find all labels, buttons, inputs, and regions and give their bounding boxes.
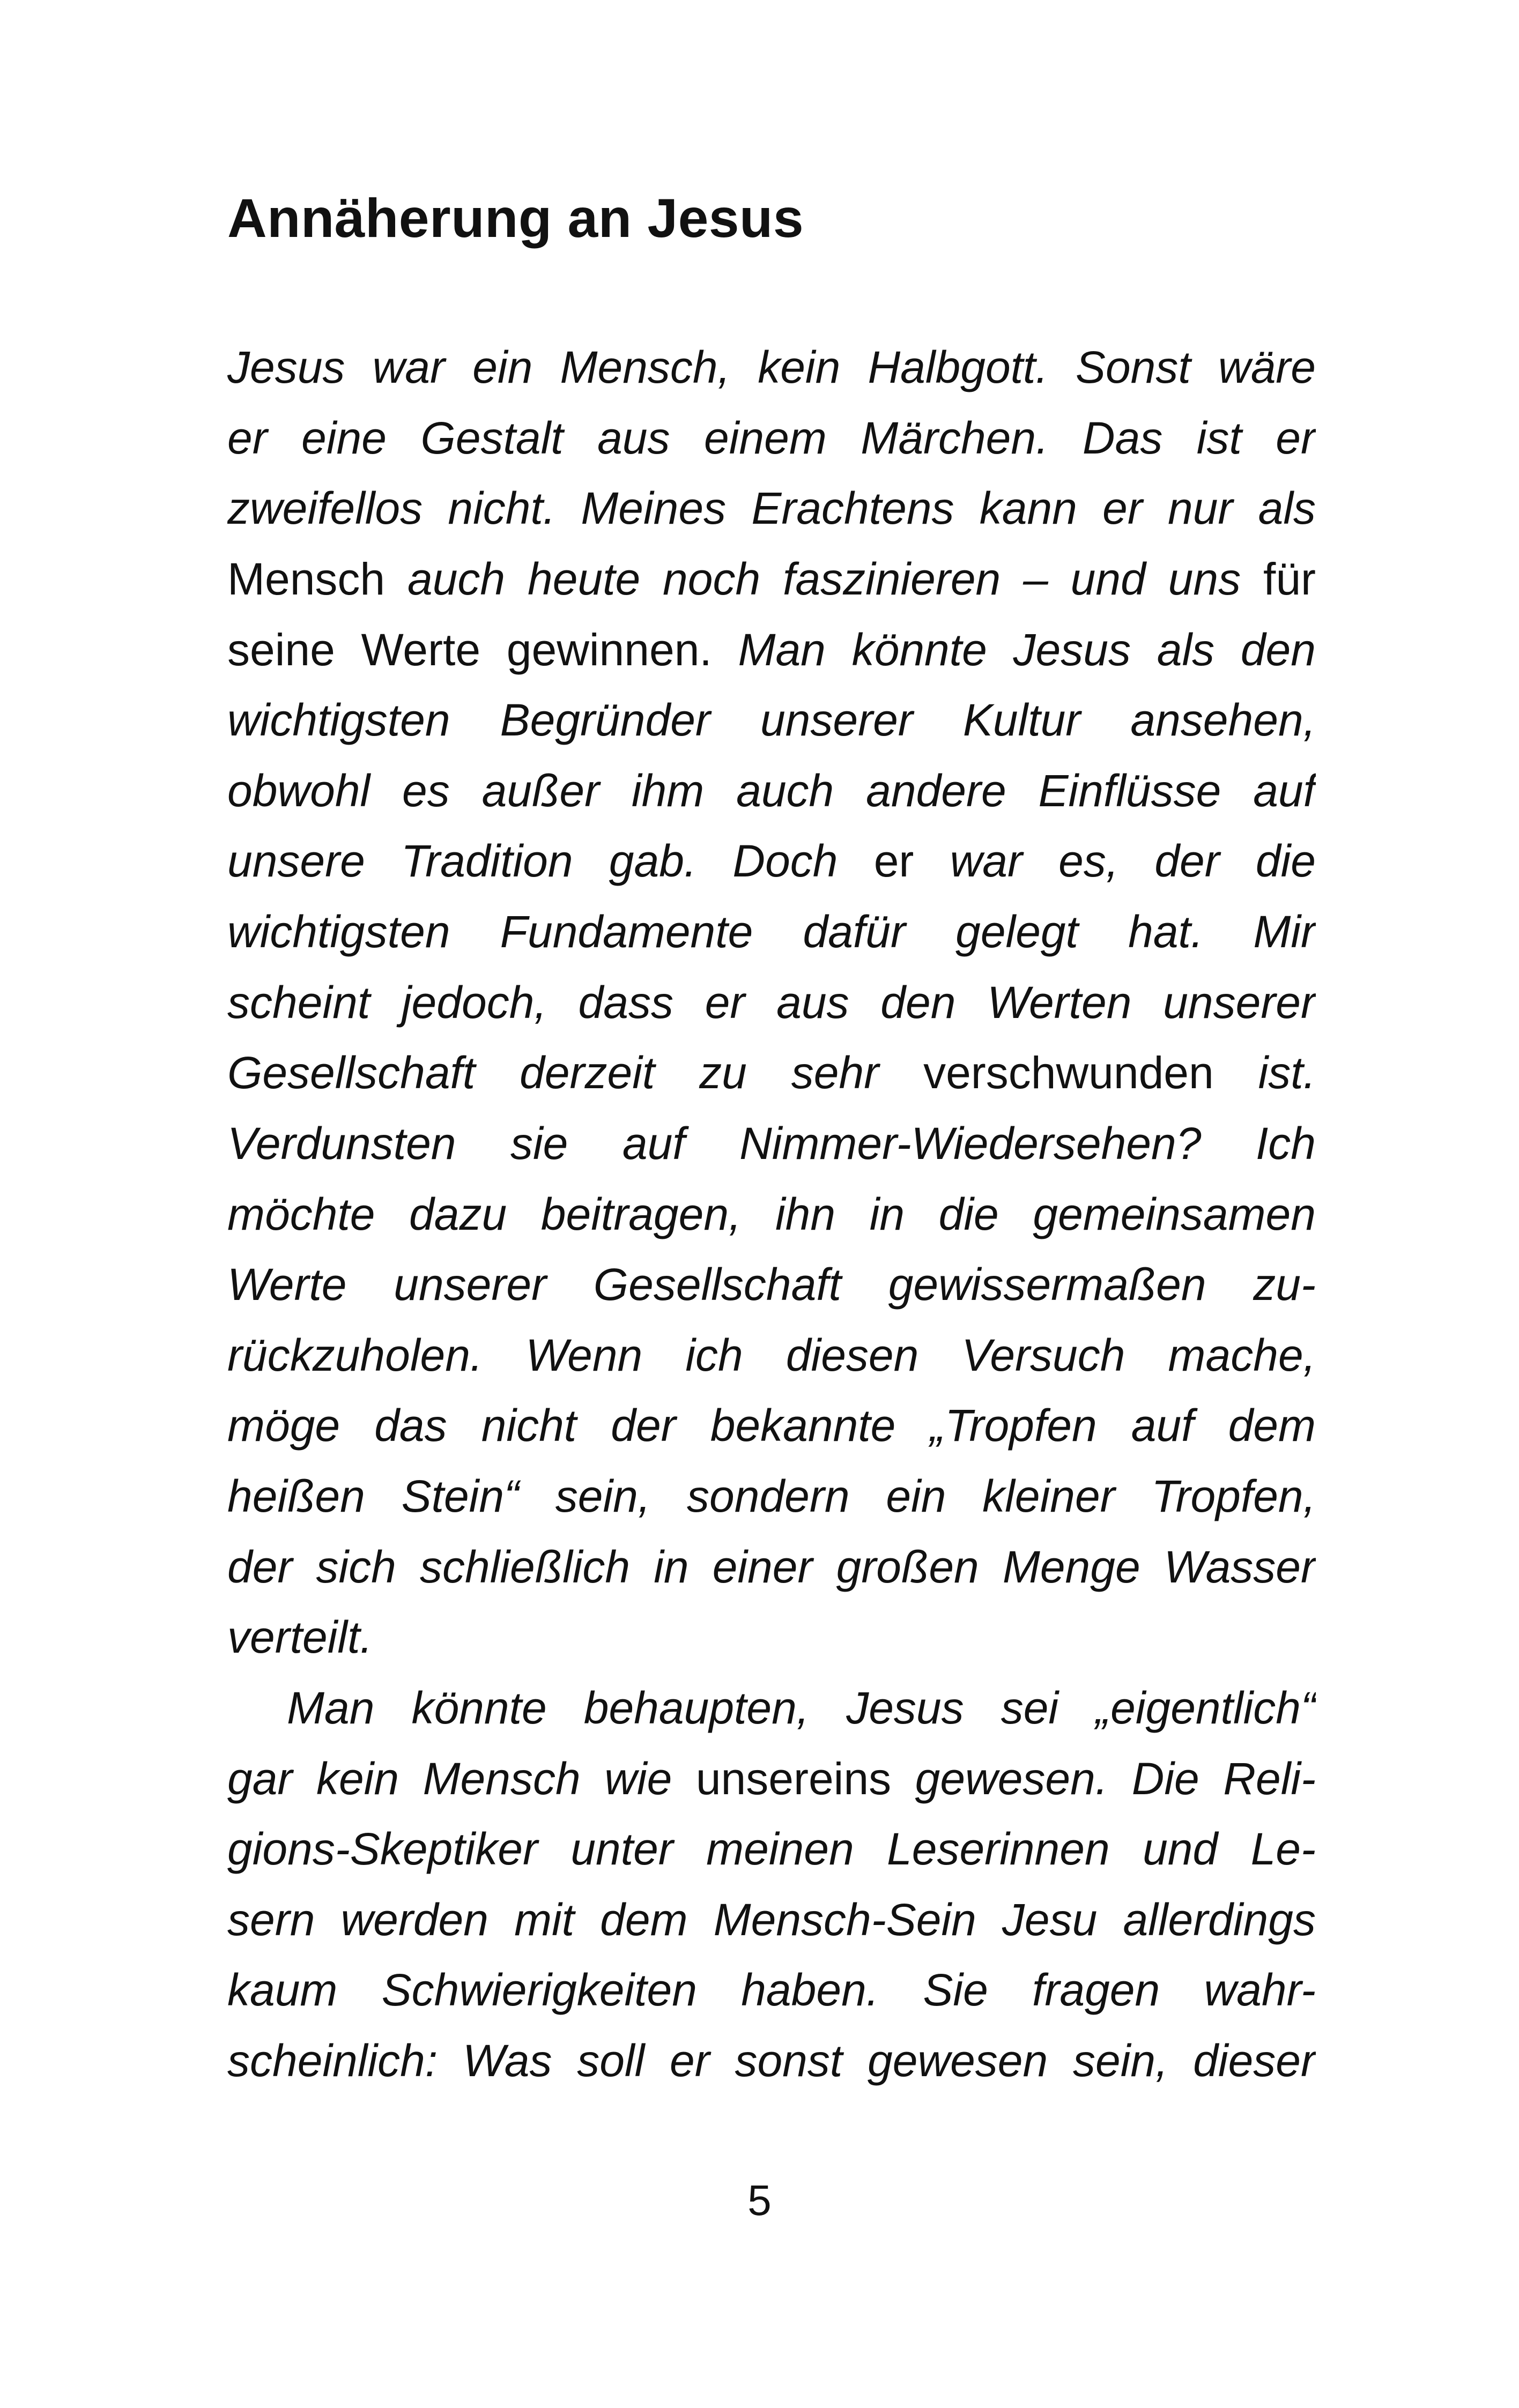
- page-number: 5: [747, 2176, 772, 2224]
- chapter-title: Annäherung an Jesus: [227, 188, 804, 249]
- text-line: heißen Stein“ sein, sondern ein kleiner Tropfen,: [227, 1471, 1316, 1521]
- text-line: gar kein Mensch wie unsereins gewesen. Die Reli-: [227, 1753, 1316, 1804]
- text-line: möchte dazu beitragen, ihn in die gemeinsamen: [227, 1189, 1316, 1239]
- text-line: unsere Tradition gab. Doch er war es, der die: [227, 836, 1316, 886]
- text-line: Man könnte behaupten, Jesus sei „eigentlich“: [287, 1683, 1316, 1733]
- text-line: obwohl es außer ihm auch andere Einflüsse auf: [227, 765, 1316, 816]
- text-line: Werte unserer Gesellschaft gewissermaßen zu-: [227, 1259, 1316, 1310]
- text-line: wichtigsten Begründer unserer Kultur ansehen,: [227, 695, 1316, 745]
- text-line: seine Werte gewinnen. Man könnte Jesus als den: [227, 625, 1316, 675]
- text-line: möge das nicht der bekannte „Tropfen auf dem: [227, 1400, 1316, 1451]
- text-line: kaum Schwierigkeiten haben. Sie fragen wahr-: [227, 1965, 1316, 2015]
- text-line: Gesellschaft derzeit zu sehr verschwunden ist.: [227, 1047, 1316, 1098]
- text-line: verteilt.: [227, 1612, 373, 1662]
- text-line: Jesus war ein Mensch, kein Halbgott. Sonst wäre: [227, 342, 1316, 392]
- text-line: scheinlich: Was soll er sonst gewesen sein, dieser: [227, 2035, 1316, 2086]
- text-line: wichtigsten Fundamente dafür gelegt hat. Mir: [227, 906, 1316, 957]
- text-line: der sich schließlich in einer großen Menge Wasser: [227, 1542, 1316, 1592]
- text-line: sern werden mit dem Mensch-Sein Jesu allerdings: [227, 1894, 1316, 1945]
- text-line: Verdunsten sie auf Nimmer-Wiedersehen? Ich: [227, 1118, 1316, 1169]
- text-line: rückzuholen. Wenn ich diesen Versuch mache,: [227, 1330, 1316, 1380]
- text-line: er eine Gestalt aus einem Märchen. Das ist er: [227, 413, 1316, 463]
- text-line: zweifellos nicht. Meines Erachtens kann er nur als: [227, 483, 1316, 533]
- text-line: gions-Skeptiker unter meinen Leserinnen und Le-: [227, 1824, 1316, 1874]
- text-line: scheint jedoch, dass er aus den Werten unserer: [227, 977, 1316, 1028]
- text-line: Mensch auch heute noch faszinieren – und uns für: [227, 554, 1316, 604]
